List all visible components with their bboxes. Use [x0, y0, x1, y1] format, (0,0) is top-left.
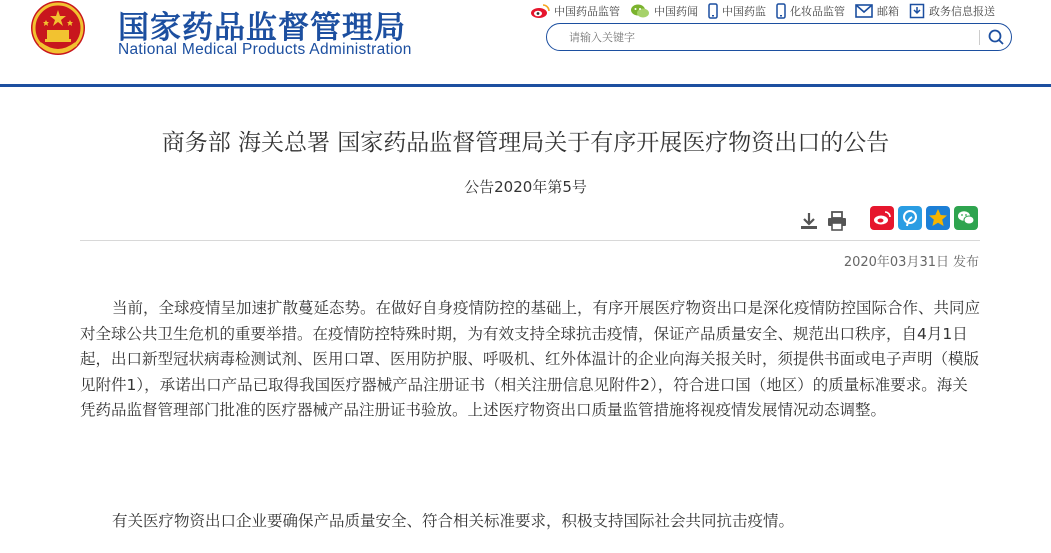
top-link-label: 中国药闻: [654, 5, 698, 18]
top-link-report[interactable]: [909, 3, 995, 19]
search-box: [546, 23, 1012, 51]
top-link-label: 化妆品监管: [790, 5, 845, 18]
publish-date: [844, 251, 979, 270]
article-title: 商务部 海关总署 国家药品监督管理局关于有序开展医疗物资出口的公告: [161, 130, 890, 156]
site-header: [0, 0, 1051, 84]
qzone-share-icon[interactable]: [926, 206, 950, 230]
article-paragraph: 当前，全球疫情呈加速扩散蔓延态势。在做好自身疫情防控的基础上，有序开展医疗物资出口是深化疫情防控国际合作、共同应对全球公共卫生危机的重要举措。在疫情防控特殊时期，为有效支持全球抗击疫情，保证产品质量安全、规范出口秩序，自4月1日起，出口新型冠状病毒检测试剂、医用口罩、医用防护服、呼吸机、红外体温计的企业向海关报关时，须提供书面或电子声明（模版见附件1），承诺出口产品已取得我国医疗器械产品注册证书（相关注册信息见附件2），符合进口国（地区）的质量标准要求。海关凭药品监督管理部门批准的医疗器械产品注册证书验放。上述医疗物资出口质量监管措施将视疫情发展情况动态调整。: [80, 299, 981, 419]
top-link-label: 中国药品监管: [554, 5, 620, 18]
article-divider: [80, 240, 980, 241]
mobile-icon: [776, 3, 786, 19]
top-link-label: 政务信息报送: [929, 5, 995, 18]
weibo-icon: [530, 3, 550, 19]
top-link-weibo[interactable]: [530, 3, 620, 19]
top-link-mail[interactable]: [855, 3, 899, 19]
top-link-label: 中国药监: [722, 5, 766, 18]
publish-date-value: 2020年03月31日: [843, 255, 949, 270]
top-link-app-cosmetic[interactable]: [776, 3, 845, 19]
top-links-bar: [530, 2, 1005, 20]
site-logo-en[interactable]: National Medical Products Administration: [118, 41, 412, 58]
wechat-share-icon[interactable]: [954, 206, 978, 230]
search-icon[interactable]: [985, 27, 1007, 47]
mail-icon: [855, 4, 873, 18]
search-divider: [979, 30, 980, 45]
article-subtitle: 公告2020年第5号: [464, 178, 587, 196]
header-divider: [0, 84, 1051, 87]
top-link-label: 邮箱: [877, 5, 899, 18]
wechat-icon: [630, 3, 650, 19]
print-icon[interactable]: [826, 210, 848, 232]
top-link-app-drug[interactable]: [708, 3, 766, 19]
top-link-wechat[interactable]: [630, 3, 698, 19]
article-tools: [798, 210, 854, 232]
share-bar: [870, 206, 982, 230]
tencent-weibo-share-icon[interactable]: [898, 206, 922, 230]
site-logo-cn[interactable]: 国家药品监督管理局: [118, 10, 406, 46]
publish-label: 发布: [952, 255, 979, 270]
national-emblem-icon[interactable]: [30, 0, 86, 60]
report-icon: [909, 3, 925, 19]
weibo-share-icon[interactable]: [870, 206, 894, 230]
article-paragraph: 有关医疗物资出口企业要确保产品质量安全、符合相关标准要求，积极支持国际社会共同抗击疫情。: [112, 512, 795, 530]
mobile-icon: [708, 3, 718, 19]
download-icon[interactable]: [798, 210, 820, 232]
search-input[interactable]: [569, 28, 949, 46]
